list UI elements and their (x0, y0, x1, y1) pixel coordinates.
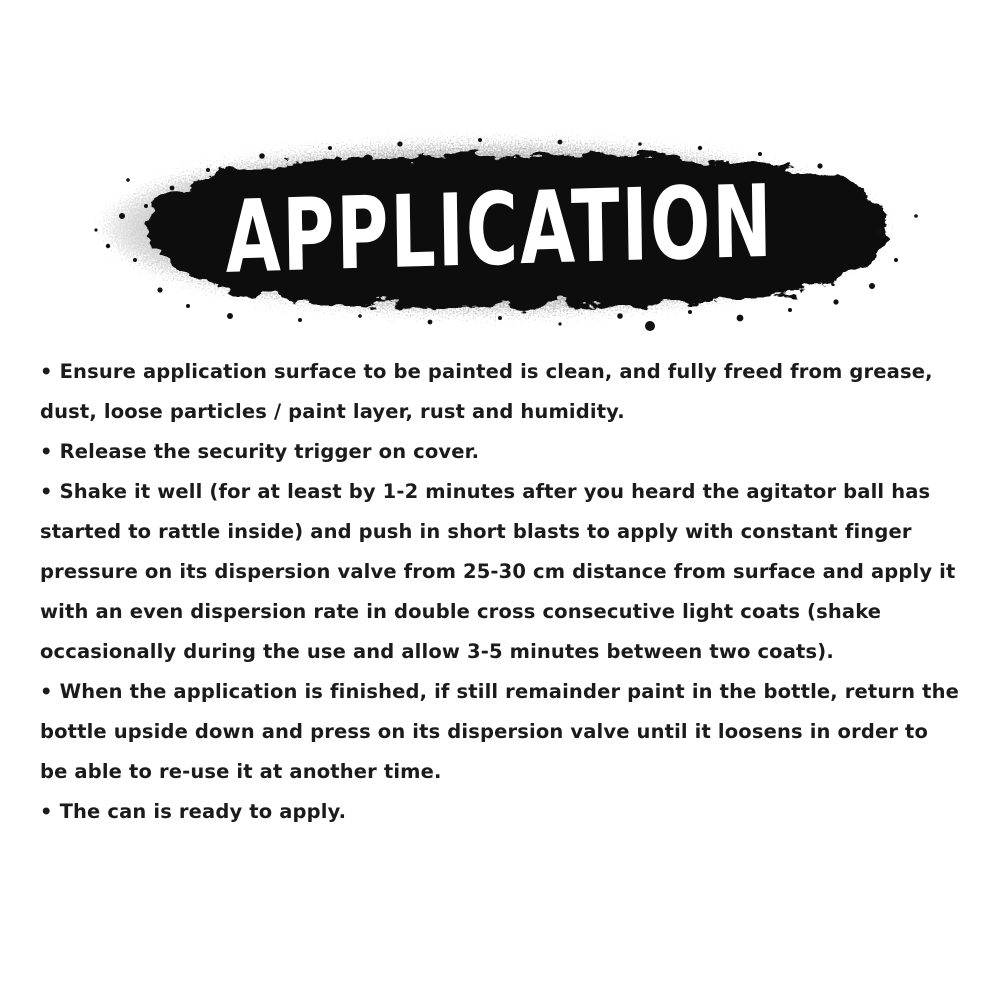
instruction-list (40, 352, 960, 832)
spray-paint-shape-icon (0, 120, 1000, 340)
list-item-text: The can is ready to apply. (59, 800, 347, 823)
list-item (40, 352, 960, 432)
list-item (40, 792, 960, 832)
list-item-text: Shake it well (for at least by 1-2 minutes after you heard the agitator ball has started to rattle inside) and push in short blasts to apply with constant finger pressure on its dispersion valve from 25-30 cm distance from surface and apply it with an even dispersion rate in double cross consecutive light coats (shake occasionally during the use and allow 3-5 minutes between two coats). (40, 480, 956, 663)
list-item-text: When the application is finished, if still remainder paint in the bottle, return the bottle upside down and press on its dispersion valve until it loosens in order to be able to re-use it at another time. (40, 680, 960, 783)
spray-paint-banner (0, 120, 1000, 340)
bullet-glyph: • (40, 360, 53, 383)
list-item (40, 672, 960, 792)
list-item (40, 472, 960, 672)
bullet-glyph: • (40, 800, 53, 823)
list-item (40, 432, 960, 472)
bullet-glyph: • (40, 440, 53, 463)
bullet-glyph: • (40, 680, 53, 703)
page-title-text: APPLICATION (225, 163, 775, 297)
list-item-text: Ensure application surface to be painted is clean, and fully freed from grease, dust, loose particles / paint layer, rust and humidity. (40, 360, 933, 423)
list-item-text: Release the security trigger on cover. (59, 440, 480, 463)
bullet-glyph: • (40, 480, 53, 503)
